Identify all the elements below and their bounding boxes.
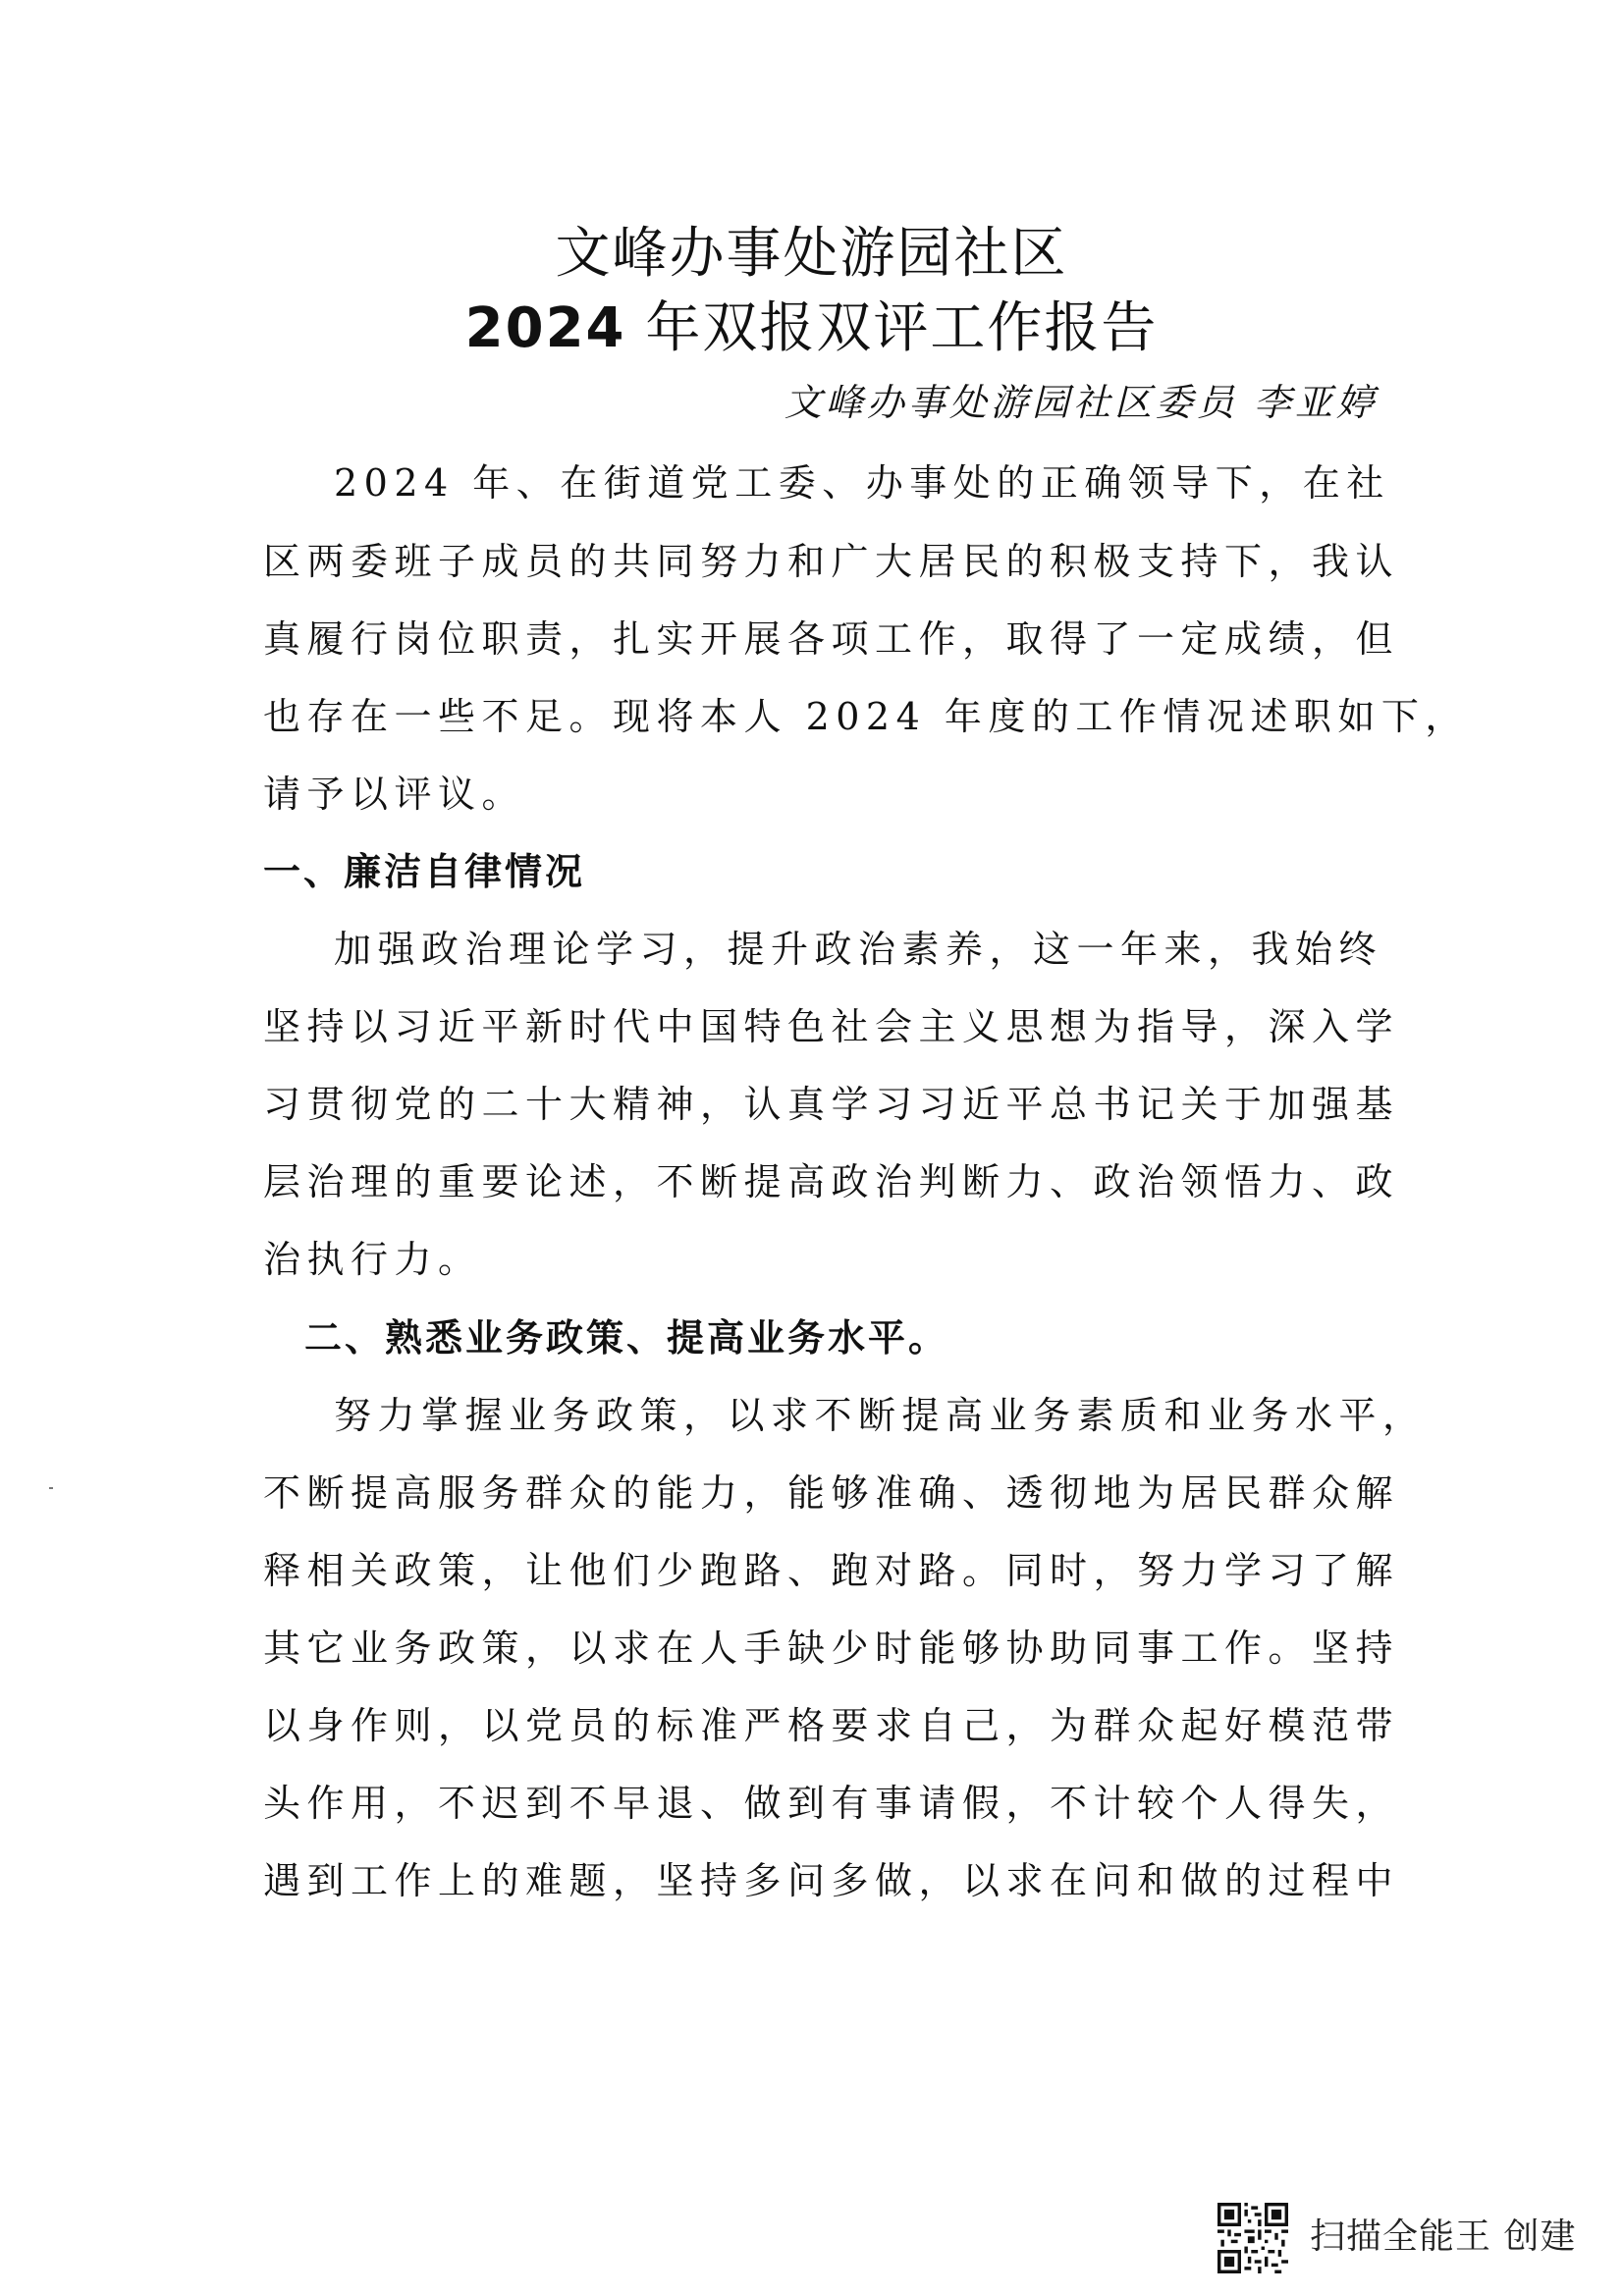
- section2-line-7: 遇到工作上的难题，坚持多问多做，以求在问和做的过程中: [263, 1859, 1400, 1902]
- section1-line-5: 治执行力。: [263, 1238, 482, 1281]
- intro-line-5: 请予以评议。: [263, 773, 526, 816]
- document-title-line2: [0, 294, 1623, 363]
- section2-line-3: 释相关政策，让他们少跑路、跑对路。同时，努力学习了解: [263, 1549, 1400, 1592]
- section2-heading: 二、熟悉业务政策、提高业务水平。: [304, 1316, 949, 1360]
- qr-code-icon: [1217, 2203, 1288, 2273]
- section1-heading: 一、廉洁自律情况: [263, 850, 586, 893]
- intro-line-3: 真履行岗位职责，扎实开展各项工作，取得了一定成绩，但: [263, 617, 1400, 661]
- section2-line-4: 其它业务政策，以求在人手缺少时能够协助同事工作。坚持: [263, 1627, 1400, 1670]
- section2-line-5: 以身作则，以党员的标准严格要求自己，为群众起好模范带: [263, 1704, 1400, 1747]
- section1-line-1: 加强政治理论学习，提升政治素养，这一年来，我始终: [334, 928, 1383, 971]
- section1-line-3: 习贯彻党的二十大精神，认真学习习近平总书记关于加强基: [263, 1083, 1400, 1126]
- section2-line-6: 头作用，不迟到不早退、做到有事请假，不计较个人得失，: [263, 1782, 1400, 1825]
- section2-line-2: 不断提高服务群众的能力，能够准确、透彻地为居民群众解: [263, 1471, 1400, 1515]
- document-title-line1: 文峰办事处游园社区: [555, 222, 1068, 286]
- intro-line-2: 区两委班子成员的共同努力和广大居民的积极支持下，我认: [263, 540, 1400, 583]
- title-rest: 年双报双评工作报告: [625, 296, 1159, 360]
- section1-line-2: 坚持以习近平新时代中国特色社会主义思想为指导，深入学: [263, 1005, 1400, 1048]
- scan-speck: [49, 1487, 53, 1489]
- title-year: 2024: [464, 296, 626, 360]
- intro-line-1: 2024 年、在街道党工委、办事处的正确领导下，在社: [334, 461, 1390, 505]
- scanner-watermark: [1217, 2203, 1591, 2275]
- section2-line-1: 努力掌握业务政策，以求不断提高业务素质和业务水平，: [334, 1394, 1427, 1437]
- author-line: 文峰办事处游园社区委员 李亚婷: [784, 381, 1378, 424]
- section1-line-4: 层治理的重要论述，不断提高政治判断力、政治领悟力、政: [263, 1160, 1400, 1203]
- watermark-text: 扫描全能王 创建: [1310, 2216, 1577, 2257]
- intro-line-4: 也存在一些不足。现将本人 2024 年度的工作情况述职如下，: [263, 695, 1469, 738]
